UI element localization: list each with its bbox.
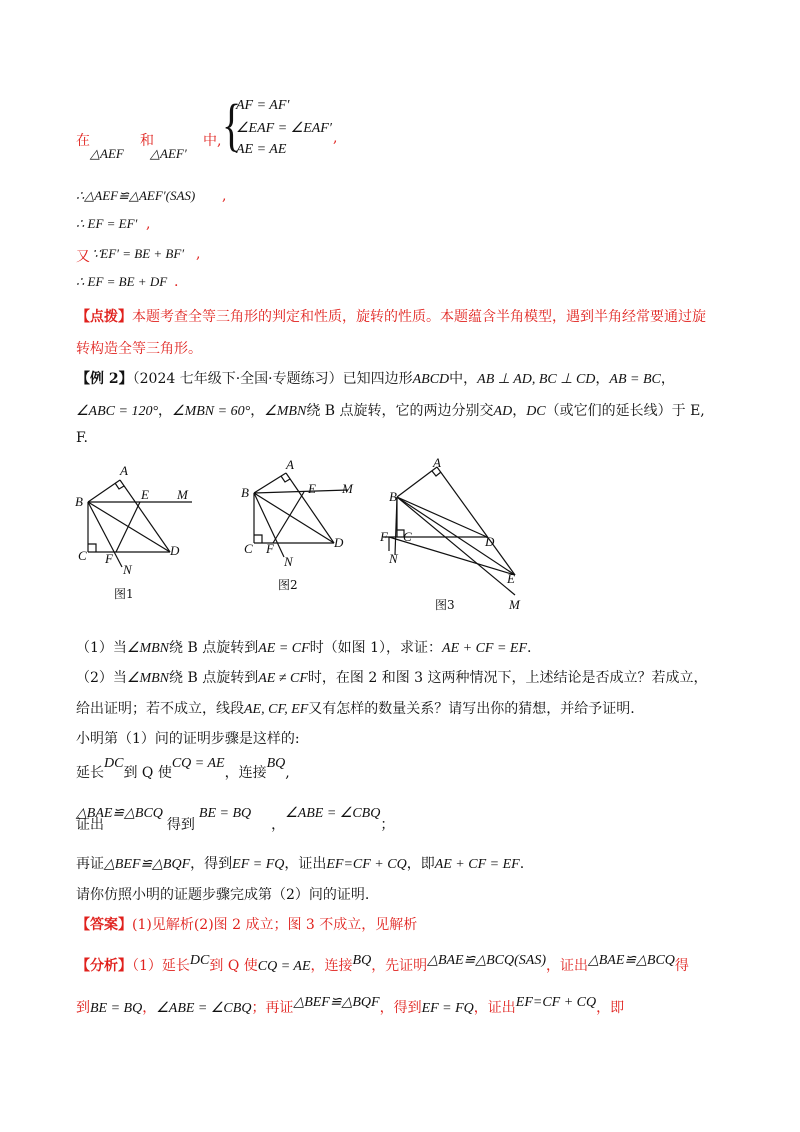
step-4: ∴ EF = BE + DF — [76, 274, 168, 289]
angle-abc: ∠ABC = 120° — [76, 404, 159, 419]
x3-claim: AE + CF = EF — [434, 857, 520, 872]
comma: , — [333, 130, 338, 146]
fig1-caption: 图1 — [114, 587, 134, 601]
fig3-line-be — [397, 497, 515, 575]
example-tag: 【例 2】 — [76, 371, 133, 387]
fig3-label-c: C — [403, 529, 412, 544]
x3-c: ，得到 — [190, 856, 233, 872]
fig2-right-angle-c — [254, 535, 262, 543]
an-cq: CQ = AE — [257, 959, 311, 974]
x1-e: ，连接 — [224, 765, 267, 781]
an-b7: ，得到 — [379, 1000, 422, 1016]
fig1-label-b: B — [75, 494, 83, 509]
fig3-line-ba — [397, 467, 437, 497]
example-perp: AB ⊥ AD, BC ⊥ CD — [477, 372, 596, 387]
an-ef-sum: EF=CF + CQ — [515, 995, 597, 1010]
xiaoming-step-3 — [76, 853, 524, 873]
comment-line-1 — [76, 306, 706, 326]
an-a3: 到 Q 使 — [209, 958, 258, 974]
fig1-label-n: N — [123, 562, 132, 577]
example-line-3: F. — [76, 430, 88, 446]
x1-c: 到 Q 使 — [123, 765, 172, 781]
question-1 — [76, 637, 532, 657]
fig2-caption: 图2 — [278, 578, 298, 592]
fig1-right-angle-c — [88, 544, 96, 552]
an-a9: ，证出 — [545, 958, 588, 974]
example-sep2: ， — [660, 371, 675, 387]
question-2-line-1 — [76, 667, 708, 687]
example-line-2 — [76, 400, 705, 420]
angle-mbn: ∠MBN = 60° — [172, 404, 251, 419]
x3-a: 再证 — [76, 856, 104, 872]
fig3-label-n: N — [389, 551, 398, 566]
fig1-label-a: A — [120, 463, 128, 478]
fig3-label-b: B — [389, 489, 397, 504]
q2-condition: AE ≠ CF — [258, 671, 308, 686]
fig3-label-a: A — [433, 455, 441, 470]
fig1-label-e: E — [141, 487, 149, 502]
example-source: （2024 七年级下·全国·专题练习）已知四边形 — [132, 371, 413, 387]
an-a5: ，连接 — [310, 958, 353, 974]
figure-1 — [70, 455, 210, 605]
an-congruence-2: △BEF≌△BQF — [293, 995, 380, 1010]
analysis-line-1 — [76, 955, 689, 975]
x2-g: ； — [380, 817, 395, 833]
comment-text-1: 本题考查全等三角形的判定和性质，旋转的性质。本题蕴含半角模型，遇到半角经常要通过旋 — [132, 309, 706, 325]
figure-3 — [375, 455, 535, 615]
an-congruence: △BAE≌△BCQ — [587, 953, 675, 968]
fig3-caption: 图3 — [435, 598, 455, 612]
text-he: 和 — [140, 133, 154, 149]
fig2-label-c: C — [244, 541, 253, 556]
x1-a: 延长 — [76, 765, 104, 781]
x1-bq: BQ — [266, 756, 286, 771]
q1-prefix: （1）当 — [76, 640, 127, 656]
x1-cq: CQ = AE — [171, 756, 225, 771]
step-4-end: . — [174, 274, 179, 290]
step-1: ∴△AEF≌△AEF′(SAS) — [76, 188, 196, 203]
fig1-label-f: F — [105, 551, 113, 566]
imitate-line: 请你仿照小明的证题步骤完成第（2）问的证明. — [76, 887, 370, 903]
condition-2: ∠EAF = ∠EAF′ — [236, 121, 332, 136]
x2-angles: ∠ABE = ∠CBQ — [285, 806, 381, 821]
q2-prefix: （2）当 — [76, 670, 127, 686]
step-3-end: , — [196, 246, 201, 262]
answer-tag: 【答案】 — [76, 917, 132, 933]
fig3-line-bm — [397, 497, 515, 595]
fig2-label-f: F — [266, 541, 274, 556]
xiaoming-intro: 小明第（1）问的证明步骤是这样的: — [76, 731, 300, 747]
x3-congruence: △BEF≌△BQF — [104, 857, 191, 872]
example-ab-bc: AB = BC — [609, 372, 661, 387]
x3-ef-fq: EF = FQ — [232, 857, 285, 872]
answer-line — [76, 914, 417, 934]
an-b5: ；再证 — [251, 1000, 294, 1016]
text-zai: 在 — [76, 133, 90, 149]
x2-e: ， — [271, 817, 286, 833]
fig2-line-fe — [273, 492, 304, 543]
triangle-aef-prime: △AEF′ — [150, 146, 187, 161]
an-a7: ，先证明 — [371, 958, 428, 974]
q1-claim: AE + CF = EF — [442, 641, 528, 656]
fig3-label-m: M — [509, 597, 520, 612]
example-sep1: ， — [595, 371, 610, 387]
xiaoming-step-2 — [76, 806, 395, 834]
x2-c: 得到 — [166, 817, 195, 833]
q2-rotate: 绕 B 点旋转到 — [169, 670, 259, 686]
sep: ， — [512, 403, 527, 419]
q1-angle: ∠MBN — [126, 641, 170, 656]
step-2-end: , — [146, 216, 151, 232]
analysis-line-2 — [76, 997, 624, 1017]
segment-dc: DC — [526, 404, 546, 419]
q2-text: 时，在图 2 和图 3 这两种情况下，上述结论是否成立？若成立， — [307, 670, 708, 686]
fig3-label-f: F — [380, 529, 388, 544]
an-b1: 到 — [76, 1000, 90, 1016]
fig3-right-angle-a — [432, 471, 441, 476]
example-mid: 中， — [449, 371, 478, 387]
segment-ad: AD — [493, 404, 513, 419]
step-3-prefix: 又 — [76, 249, 90, 265]
question-2-line-2 — [76, 698, 635, 718]
xiaoming-step-1 — [76, 756, 290, 782]
fig2-label-n: N — [284, 554, 293, 569]
an-bq: BQ — [352, 953, 372, 968]
an-congruence-sas: △BAE≌△BCQ(SAS) — [427, 953, 546, 968]
an-b3: ， — [142, 1000, 157, 1016]
q1-prove: 时（如图 1），求证： — [309, 640, 443, 656]
condition-1: AF = AF′ — [236, 98, 290, 113]
sep: ， — [158, 403, 173, 419]
condition-3: AE = AE — [236, 142, 287, 157]
q2-text-2: 给出证明；若不成立，线段 — [76, 701, 244, 717]
an-a11: 得 — [674, 958, 689, 974]
comment-line-2: 转构造全等三角形。 — [76, 341, 202, 357]
fig2-label-d: D — [334, 535, 344, 550]
an-ef-fq: EF = FQ — [421, 1001, 474, 1016]
fig1-label-d: D — [170, 543, 180, 558]
triangle-aef: △AEF — [90, 146, 124, 161]
x1-g: , — [285, 765, 290, 781]
x3-end: . — [519, 856, 525, 872]
fig2-label-a: A — [286, 457, 294, 472]
x2-congruence: △BAE≌△BCQ — [76, 806, 163, 821]
an-b9: ，证出 — [473, 1000, 516, 1016]
fig3-label-d: D — [485, 534, 495, 549]
example-quad: ABCD — [412, 372, 450, 387]
fig3-line-ad — [437, 467, 515, 575]
fig1-label-m: M — [177, 487, 188, 502]
q2-text-3: 又有怎样的数量关系？请写出你的猜想，并给予证明. — [308, 701, 635, 717]
fig2-label-m: M — [342, 481, 353, 496]
analysis-tag: 【分析】 — [76, 958, 132, 974]
figure-2 — [238, 455, 368, 600]
an-a1: （1）延长 — [132, 958, 190, 974]
step-3: ∵EF′ = BE + BF′ — [92, 246, 185, 261]
fig2-label-b: B — [241, 485, 249, 500]
x3-e: ，证出 — [284, 856, 327, 872]
sep: ， — [250, 403, 265, 419]
fig1-line-bd — [88, 502, 170, 552]
fig2-line-bm — [254, 490, 348, 493]
x2-be-bq: BE = BQ — [198, 806, 252, 821]
answer-text: (1)见解析(2)图 2 成立；图 3 不成立，见解析 — [132, 917, 418, 933]
q1-rotate: 绕 B 点旋转到 — [169, 640, 259, 656]
q2-angle: ∠MBN — [126, 671, 170, 686]
example-line-1 — [76, 368, 675, 388]
x1-dc: DC — [104, 756, 124, 771]
an-angles: ∠ABE = ∠CBQ — [156, 1001, 252, 1016]
an-b11: ，即 — [596, 1000, 625, 1016]
x3-ef-sum: EF=CF + CQ — [326, 857, 407, 872]
step-2: ∴ EF = EF′ — [76, 216, 138, 231]
extension-text: （或它们的延长线）于 E, — [545, 403, 705, 419]
fig2-label-e: E — [308, 481, 316, 496]
rotate-text: 绕 B 点旋转，它的两边分别交 — [306, 403, 494, 419]
left-brace: { — [222, 91, 242, 157]
comment-tag: 【点拨】 — [76, 309, 132, 325]
q1-condition: AE = CF — [258, 641, 310, 656]
fig3-label-e: E — [507, 571, 515, 586]
text-zhong: 中, — [203, 133, 222, 149]
x2-a: 证出 — [76, 817, 104, 833]
step-1-end: , — [222, 188, 227, 204]
q1-end: . — [527, 640, 532, 656]
q2-segments: AE, CF, EF — [244, 702, 309, 717]
an-dc: DC — [189, 953, 210, 968]
fig1-label-c: C — [78, 548, 87, 563]
x3-g: ，即 — [406, 856, 435, 872]
an-be-bq: BE = BQ — [90, 1001, 143, 1016]
angle-mbn-2: ∠MBN — [264, 404, 307, 419]
